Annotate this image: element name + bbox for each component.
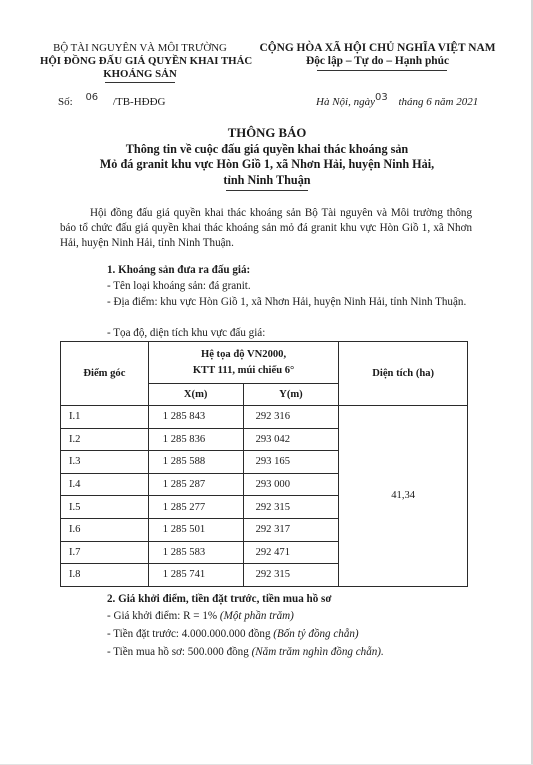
table-header-row <box>61 342 468 384</box>
dossier-fee: - Tiền mua hồ sơ: 500.000 đồng <box>107 646 249 658</box>
coordinate-system-line1: Hệ tọa độ VN2000, <box>200 348 287 360</box>
date-prefix: Hà Nội, ngày <box>316 96 375 108</box>
location-line: - Địa điểm: khu vực Hòn Giồ 1, xã Nhơn Hải, huyện Ninh Hải, tỉnh Ninh Thuận. <box>107 296 467 308</box>
cell-x: 1 285 501 <box>148 518 243 541</box>
coordinates-intro: - Tọa độ, diện tích khu vực đấu giá: <box>107 327 266 339</box>
title-line-3: tỉnh Ninh Thuận <box>223 172 311 187</box>
document-number <box>58 92 166 108</box>
cell-y: 292 317 <box>243 518 339 541</box>
cell-y: 292 471 <box>243 541 339 564</box>
cell-y: 292 315 <box>243 496 339 519</box>
council-name-line2: KHOÁNG SẢN <box>103 68 177 80</box>
start-price: - Giá khởi điểm: R = 1% <box>107 610 218 622</box>
cell-area: 41,34 <box>339 406 468 587</box>
cell-point: I.2 <box>61 428 149 451</box>
cell-y: 292 315 <box>243 564 339 587</box>
cell-point: I.4 <box>61 473 149 496</box>
date-suffix: tháng 6 năm 2021 <box>398 96 479 108</box>
cell-point: I.7 <box>61 541 149 564</box>
number-value: 06 <box>85 92 99 103</box>
cell-y: 293 165 <box>243 451 339 474</box>
cell-point: I.5 <box>61 496 149 519</box>
cell-x: 1 285 741 <box>148 564 243 587</box>
dossier-fee-note: (Năm trăm nghìn đồng chẵn). <box>251 646 384 658</box>
deposit-amount: - Tiền đặt trước: 4.000.000.000 đồng <box>107 628 271 640</box>
cell-point: I.1 <box>61 406 149 429</box>
deposit-line <box>107 627 359 642</box>
intro-paragraph: Hội đồng đấu giá quyền khai thác khoáng sản Bộ Tài nguyên và Môi trường thông báo tổ chức đấu giá quyền khai thác khoáng sản mỏ đá granit khu vực Hòn Giồ 1, xã Nhơn Hải, huyện Ninh Hải, tỉnh Ninh Thuận. <box>60 207 472 249</box>
document-date <box>316 92 479 108</box>
cell-x: 1 285 583 <box>148 541 243 564</box>
national-motto: Độc lập – Tự do – Hạnh phúc <box>305 55 450 67</box>
cell-x: 1 285 287 <box>148 473 243 496</box>
title-block <box>60 126 474 188</box>
document-title: THÔNG BÁO <box>227 126 307 140</box>
header-y: Y(m) <box>243 384 339 406</box>
coordinates-table <box>60 341 468 587</box>
date-day: 03 <box>374 92 388 103</box>
start-price-line <box>107 609 294 624</box>
header-x: X(m) <box>148 384 243 406</box>
cell-y: 293 042 <box>243 428 339 451</box>
header-coordinate-system <box>148 342 339 384</box>
cell-x: 1 285 836 <box>148 428 243 451</box>
coordinate-system-line2: KTT 111, múi chiếu 6° <box>192 364 295 376</box>
motto-underline <box>317 70 447 71</box>
section-1-heading: 1. Khoáng sản đưa ra đấu giá: <box>107 264 251 276</box>
dossier-fee-line <box>107 645 384 660</box>
section-2-heading: 2. Giá khởi điểm, tiền đặt trước, tiền mua hồ sơ <box>107 593 332 605</box>
republic-header <box>250 42 505 68</box>
mineral-type: - Tên loại khoáng sản: đá granit. <box>107 280 251 292</box>
cell-x: 1 285 588 <box>148 451 243 474</box>
title-line-1: Thông tin về cuộc đấu giá quyền khai thác khoáng sản <box>125 141 409 156</box>
title-line-2: Mỏ đá granit khu vực Hòn Giồ 1, xã Nhơn Hải, huyện Ninh Hải, <box>99 157 435 172</box>
agency-underline <box>105 82 175 83</box>
header-corner-point: Điểm góc <box>61 342 149 406</box>
cell-point: I.6 <box>61 518 149 541</box>
cell-point: I.3 <box>61 451 149 474</box>
number-suffix: /TB-HĐĐG <box>112 96 166 108</box>
number-label: Số: <box>58 96 73 108</box>
cell-x: 1 285 843 <box>148 406 243 429</box>
ministry-name: BỘ TÀI NGUYÊN VÀ MÔI TRƯỜNG <box>53 42 227 54</box>
cell-y: 292 316 <box>243 406 339 429</box>
cell-x: 1 285 277 <box>148 496 243 519</box>
cell-y: 293 000 <box>243 473 339 496</box>
cell-point: I.8 <box>61 564 149 587</box>
republic-name: CỘNG HÒA XÃ HỘI CHỦ NGHĨA VIỆT NAM <box>259 42 496 54</box>
agency-header <box>40 42 253 81</box>
title-underline <box>226 190 308 191</box>
deposit-note: (Bốn tỷ đồng chẵn) <box>273 628 359 640</box>
header-area: Diện tích (ha) <box>339 342 468 406</box>
council-name-line1: HỘI ĐỒNG ĐẤU GIÁ QUYỀN KHAI THÁC <box>40 55 253 67</box>
table-row <box>61 406 468 429</box>
start-price-note: (Một phần trăm) <box>219 610 294 622</box>
